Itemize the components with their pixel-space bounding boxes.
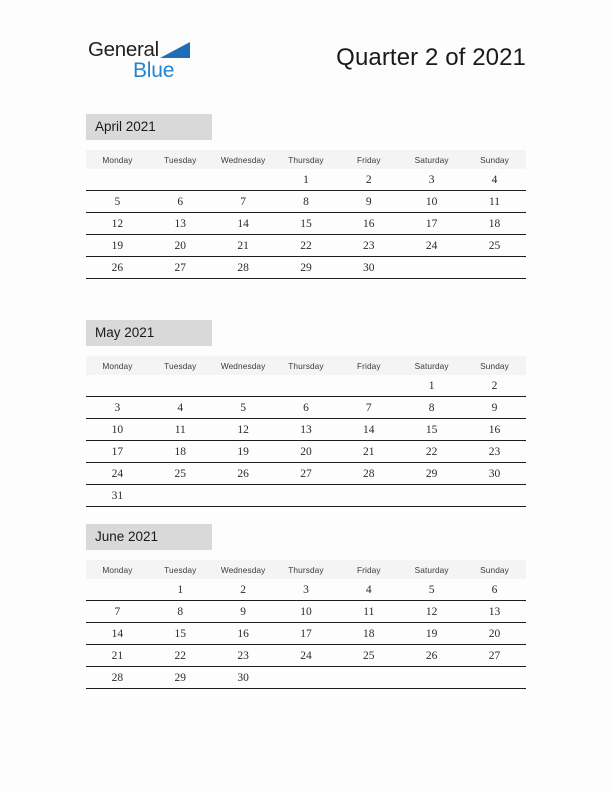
calendar-day-cell[interactable]: 29 [400,463,463,485]
calendar-day-cell[interactable]: 29 [149,667,212,689]
calendar-day-cell[interactable]: 13 [275,419,338,441]
calendar-week-row [86,213,526,235]
weekday-header-monday: Monday [102,154,133,165]
weekday-header-thursday: Thursday [288,564,324,575]
calendar-day-cell[interactable]: 14 [337,419,400,441]
weekday-header-monday: Monday [102,360,133,371]
calendar-week-row [86,257,526,279]
calendar-cell-empty [275,667,338,689]
calendar-cell-empty [275,485,338,507]
weekday-header-saturday: Saturday [414,154,449,165]
calendar-day-cell[interactable]: 6 [275,397,338,419]
calendar-day-cell[interactable]: 28 [86,667,149,689]
calendar-week-row [86,485,526,507]
month-title: May 2021 [95,325,155,341]
calendar-day-cell[interactable]: 28 [212,257,275,279]
calendar-day-cell[interactable]: 18 [149,441,212,463]
calendar-day-cell[interactable]: 22 [275,235,338,257]
month-block-may [86,320,526,507]
calendar-day-cell[interactable]: 30 [337,257,400,279]
weekday-header-row [86,356,526,375]
general-blue-logo [86,38,296,90]
calendar-day-cell[interactable]: 10 [400,191,463,213]
calendar-day-cell[interactable]: 27 [149,257,212,279]
month-block-april [86,114,526,279]
calendar-day-cell[interactable]: 22 [149,645,212,667]
calendar-cell-empty [212,169,275,191]
calendar-day-cell[interactable]: 21 [337,441,400,463]
calendar-week-row [86,623,526,645]
month-title: April 2021 [95,119,156,135]
calendar-week-row [86,397,526,419]
calendar-cell-empty [149,375,212,397]
calendar-day-cell[interactable]: 15 [149,623,212,645]
calendar-day-cell[interactable]: 5 [86,191,149,213]
weekday-header-saturday: Saturday [414,360,449,371]
calendar-day-cell[interactable]: 9 [463,397,526,419]
calendar-day-cell[interactable]: 30 [463,463,526,485]
calendar-day-cell[interactable]: 4 [365,583,372,596]
calendar-day-cell[interactable]: 8 [400,397,463,419]
calendar-day-cell[interactable]: 20 [275,441,338,463]
calendar-day-cell[interactable]: 1 [303,173,309,186]
calendar-day-cell[interactable]: 13 [149,213,212,235]
calendar-day-cell[interactable]: 7 [212,191,275,213]
calendar-day-cell[interactable]: 20 [149,235,212,257]
calendar-cell-empty [212,375,275,397]
calendar-day-cell[interactable]: 18 [463,213,526,235]
calendar-cell-empty [86,169,149,191]
weekday-header-sunday: Sunday [480,360,509,371]
calendar-day-cell[interactable]: 15 [400,419,463,441]
calendar-day-cell[interactable]: 24 [86,463,149,485]
calendar-head [86,150,526,169]
calendar-day-cell[interactable]: 29 [275,257,338,279]
calendar-week-row [86,667,526,689]
calendar-day-cell[interactable]: 16 [212,623,275,645]
calendar-cell-empty [463,257,526,279]
month-title: June 2021 [95,529,159,545]
calendar-day-cell[interactable]: 30 [212,667,275,689]
month-block-june [86,524,526,689]
calendar-week-row [86,375,526,397]
calendar-day-cell[interactable]: 26 [400,645,463,667]
weekday-header-row [86,150,526,169]
calendar-cell-empty [400,667,463,689]
calendar-day-cell[interactable]: 23 [212,645,275,667]
weekday-header-friday: Friday [356,154,381,165]
calendar-body [86,579,526,689]
calendar-day-cell[interactable]: 25 [463,235,526,257]
calendar-day-cell[interactable]: 8 [149,601,212,623]
calendar-day-cell[interactable]: 27 [463,645,526,667]
calendar-day-cell[interactable]: 1 [428,379,435,392]
calendar-day-cell[interactable]: 3 [86,397,149,419]
calendar-body [86,169,526,279]
calendar-day-cell[interactable]: 22 [400,441,463,463]
weekday-header-row [86,560,526,579]
calendar-day-cell[interactable]: 25 [149,463,212,485]
calendar-day-cell[interactable]: 14 [212,213,275,235]
calendar-cell-empty [337,375,400,397]
weekday-header-tuesday: Tuesday [164,564,197,575]
calendar-day-cell[interactable]: 19 [212,441,275,463]
calendar-day-cell[interactable]: 15 [275,213,338,235]
calendar-day-cell[interactable]: 24 [400,235,463,257]
calendar-day-cell[interactable]: 7 [86,601,149,623]
calendar-head [86,560,526,579]
calendar-day-cell[interactable]: 10 [86,419,149,441]
calendar-day-cell[interactable]: 25 [337,645,400,667]
calendar-day-cell[interactable]: 10 [275,601,338,623]
calendar-day-cell[interactable]: 3 [303,583,309,596]
calendar-day-cell[interactable]: 27 [275,463,338,485]
calendar-day-cell[interactable]: 12 [400,601,463,623]
calendar-day-cell[interactable]: 23 [337,235,400,257]
calendar-head [86,356,526,375]
calendar-week-row [86,579,526,601]
calendar-day-cell[interactable]: 24 [275,645,338,667]
triangle-icon [160,42,190,58]
calendar-cell-empty [275,375,338,397]
calendar-cell-empty [463,485,526,507]
calendar-day-cell[interactable]: 16 [463,419,526,441]
calendar-week-row [86,645,526,667]
calendar-day-cell[interactable]: 26 [212,463,275,485]
calendar-cell-empty [86,375,149,397]
calendar-day-cell[interactable]: 11 [149,419,212,441]
calendar-day-cell[interactable]: 26 [86,257,149,279]
month-title-band [86,524,212,550]
weekday-header-wednesday: Wednesday [220,154,266,165]
calendar-week-row [86,601,526,623]
calendar-week-row [86,419,526,441]
calendar-cell-empty [337,667,400,689]
calendar-week-row [86,169,526,191]
calendar-day-cell[interactable]: 13 [463,601,526,623]
weekday-header-thursday: Thursday [288,154,324,165]
weekday-header-sunday: Sunday [480,564,509,575]
weekday-header-monday: Monday [102,564,133,575]
calendar-week-row [86,235,526,257]
calendar-table [86,356,526,507]
calendar-day-cell[interactable]: 3 [428,173,435,186]
calendar-table [86,560,526,689]
calendar-day-cell[interactable]: 1 [177,583,184,596]
calendar-cell-empty [463,667,526,689]
weekday-header-sunday: Sunday [480,154,509,165]
page-header [86,38,526,90]
calendar-day-cell[interactable]: 11 [337,601,400,623]
calendar-week-row [86,463,526,485]
calendar-cell-empty [86,579,149,601]
calendar-day-cell[interactable]: 17 [275,623,338,645]
calendar-day-cell[interactable]: 6 [491,583,498,596]
calendar-cell-empty [149,169,212,191]
calendar-day-cell[interactable]: 5 [428,583,435,596]
month-title-band [86,114,212,140]
calendar-day-cell[interactable]: 12 [212,419,275,441]
weekday-header-wednesday: Wednesday [220,360,266,371]
logo-text-general: General [88,38,159,61]
calendar-day-cell[interactable]: 11 [463,191,526,213]
calendar-day-cell[interactable]: 7 [337,397,400,419]
calendar-day-cell[interactable]: 4 [149,397,212,419]
calendar-day-cell[interactable]: 19 [400,623,463,645]
weekday-header-thursday: Thursday [288,360,324,371]
weekday-header-tuesday: Tuesday [164,360,197,371]
weekday-header-wednesday: Wednesday [220,564,266,575]
calendar-day-cell[interactable]: 20 [463,623,526,645]
calendar-day-cell[interactable]: 23 [463,441,526,463]
weekday-header-tuesday: Tuesday [164,154,197,165]
calendar-day-cell[interactable]: 14 [86,623,149,645]
calendar-day-cell[interactable]: 28 [337,463,400,485]
calendar-day-cell[interactable]: 4 [491,173,498,186]
calendar-cell-empty [337,485,400,507]
calendar-week-row [86,191,526,213]
calendar-day-cell[interactable]: 21 [212,235,275,257]
logo-text-blue: Blue [133,59,175,82]
month-title-band [86,320,212,346]
calendar-day-cell[interactable]: 2 [365,173,372,186]
calendar-day-cell[interactable]: 17 [400,213,463,235]
calendar-day-cell[interactable]: 9 [212,601,275,623]
calendar-week-row [86,441,526,463]
calendar-day-cell[interactable]: 17 [86,441,149,463]
page-title: Quarter 2 of 2021 [336,44,526,71]
calendar-day-cell[interactable]: 9 [337,191,400,213]
calendar-cell-empty [149,485,212,507]
calendar-table [86,150,526,279]
weekday-header-friday: Friday [356,360,381,371]
weekday-header-friday: Friday [356,564,381,575]
calendar-body [86,375,526,507]
calendar-day-cell[interactable]: 2 [491,379,498,392]
calendar-day-cell[interactable]: 8 [275,191,338,213]
weekday-header-saturday: Saturday [414,564,449,575]
calendar-cell-empty [400,257,463,279]
calendar-day-cell[interactable]: 16 [337,213,400,235]
calendar-day-cell[interactable]: 5 [212,397,275,419]
calendar-day-cell[interactable]: 31 [86,485,149,507]
calendar-day-cell[interactable]: 6 [149,191,212,213]
calendar-day-cell[interactable]: 12 [86,213,149,235]
calendar-day-cell[interactable]: 21 [86,645,149,667]
calendar-day-cell[interactable]: 18 [337,623,400,645]
calendar-day-cell[interactable]: 19 [86,235,149,257]
calendar-day-cell[interactable]: 2 [240,583,246,596]
calendar-cell-empty [212,485,275,507]
calendar-cell-empty [400,485,463,507]
